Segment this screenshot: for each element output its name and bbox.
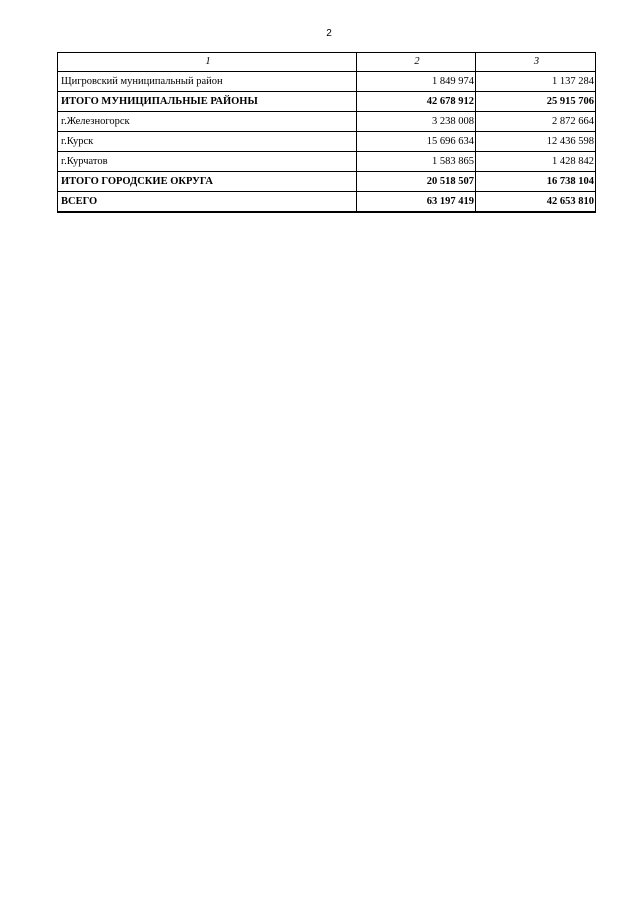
table-header-row [58, 53, 596, 72]
page-number: 2 [326, 28, 332, 39]
row-name: г.Курск [58, 132, 357, 152]
column-header-2: 2 [357, 53, 476, 72]
row-name: Щигровский муниципальный район [58, 72, 357, 92]
row-value-col2: 63 197 419 [357, 192, 476, 213]
row-value-col3: 25 915 706 [476, 92, 596, 112]
column-header-3: 3 [476, 53, 596, 72]
table-row [58, 72, 596, 92]
row-value-col3: 16 738 104 [476, 172, 596, 192]
row-value-col3: 42 653 810 [476, 192, 596, 213]
row-value-col2: 15 696 634 [357, 132, 476, 152]
table-row-total-districts [58, 92, 596, 112]
row-value-col3: 1 137 284 [476, 72, 596, 92]
row-value-col3: 12 436 598 [476, 132, 596, 152]
table-row-total-city-districts [58, 172, 596, 192]
row-value-col2: 3 238 008 [357, 112, 476, 132]
table-row [58, 132, 596, 152]
budget-table [57, 52, 596, 213]
row-value-col2: 1 849 974 [357, 72, 476, 92]
table-row [58, 112, 596, 132]
row-value-col3: 1 428 842 [476, 152, 596, 172]
row-value-col2: 42 678 912 [357, 92, 476, 112]
column-header-1: 1 [58, 53, 357, 72]
table-row [58, 152, 596, 172]
row-name: г.Курчатов [58, 152, 357, 172]
row-value-col3: 2 872 664 [476, 112, 596, 132]
row-value-col2: 20 518 507 [357, 172, 476, 192]
table-row-grand-total [58, 192, 596, 213]
row-name: ВСЕГО [58, 192, 357, 213]
row-name: ИТОГО МУНИЦИПАЛЬНЫЕ РАЙОНЫ [58, 92, 357, 112]
row-name: ИТОГО ГОРОДСКИЕ ОКРУГА [58, 172, 357, 192]
row-value-col2: 1 583 865 [357, 152, 476, 172]
row-name: г.Железногорск [58, 112, 357, 132]
